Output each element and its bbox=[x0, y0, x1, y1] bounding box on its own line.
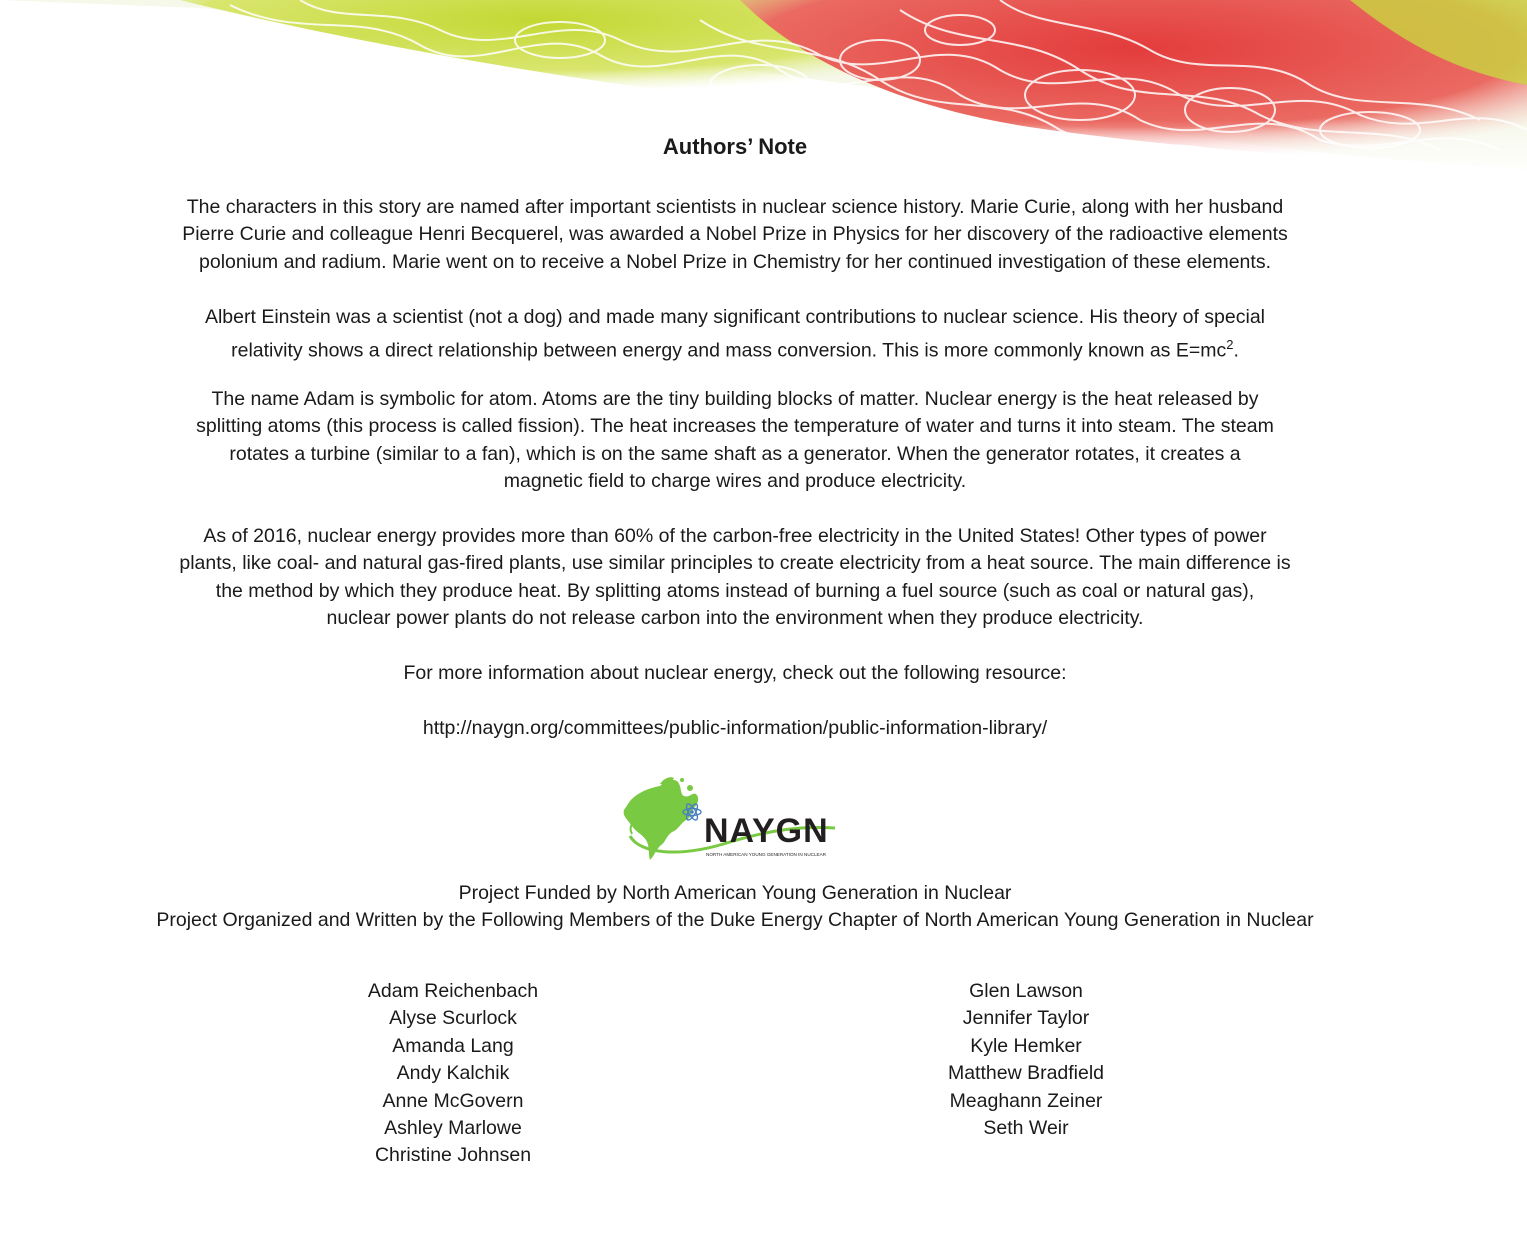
member-name: Kyle Hemker bbox=[970, 1034, 1082, 1057]
member-name: Ashley Marlowe bbox=[384, 1117, 522, 1140]
member-name: Matthew Bradfield bbox=[947, 1062, 1105, 1085]
text-line: rotates a turbine (similar to a fan), which is on the same shaft as a generator. When the generator rotates, it creates a bbox=[229, 442, 1241, 465]
paragraph-fission bbox=[110, 386, 1360, 496]
naygn-logo bbox=[620, 776, 845, 868]
text-line-with-formula bbox=[110, 331, 1360, 365]
text-line: plants, like coal- and natural gas-fired plants, use similar principles to create electricity from a heat source. The main difference is bbox=[179, 552, 1291, 575]
member-name: Alyse Scurlock bbox=[389, 1007, 517, 1030]
text-line: For more information about nuclear energy, check out the following resource: bbox=[403, 662, 1067, 684]
text-line: the method by which they produce heat. By splitting atoms instead of burning a fuel source (such as coal or natural gas), bbox=[215, 579, 1255, 602]
text-line: splitting atoms (this process is called fission). The heat increases the temperature of water and turns it into steam. The steam bbox=[196, 415, 1274, 438]
text-line: nuclear power plants do not release carbon into the environment when they produce electricity. bbox=[326, 607, 1144, 630]
paragraph-curie bbox=[110, 194, 1360, 276]
member-name: Amanda Lang bbox=[392, 1034, 514, 1057]
text-line: As of 2016, nuclear energy provides more than 60% of the carbon-free electricity in the United States! Other types of power bbox=[203, 525, 1267, 547]
member-name: Adam Reichenbach bbox=[367, 980, 539, 1002]
member-name: Seth Weir bbox=[983, 1117, 1069, 1140]
text-line: magnetic field to charge wires and produce electricity. bbox=[503, 470, 967, 493]
logo-tagline: NORTH AMERICAN YOUNG GENERATION IN NUCLEAR bbox=[706, 852, 826, 857]
text-line: Albert Einstein was a scientist (not a dog) and made many significant contributions to nuclear science. His theory of special bbox=[204, 306, 1266, 328]
page-title: Authors’ Note bbox=[662, 134, 808, 159]
formula-superscript: 2 bbox=[1226, 337, 1234, 353]
resource-link[interactable]: http://naygn.org/committees/public-information/public-information-library/ bbox=[422, 717, 1048, 739]
member-name: Anne McGovern bbox=[382, 1089, 524, 1112]
text-line: polonium and radium. Marie went on to receive a Nobel Prize in Chemistry for her continued investigation of these elements. bbox=[199, 250, 1271, 273]
member-name: Jennifer Taylor bbox=[962, 1007, 1090, 1030]
text-line: relativity shows a direct relationship between energy and mass conversion. This is more commonly known as E=mc bbox=[231, 339, 1227, 362]
text-line: The name Adam is symbolic for atom. Atoms are the tiny building blocks of matter. Nuclear energy is the heat released by bbox=[211, 388, 1259, 410]
paragraph-more-info bbox=[110, 660, 1360, 687]
text-line: Pierre Curie and colleague Henri Becquerel, was awarded a Nobel Prize in Physics for her discovery of the radioactive elements bbox=[182, 223, 1288, 246]
formula-period: . bbox=[1233, 339, 1239, 362]
resource-url[interactable] bbox=[110, 715, 1360, 742]
logo-wordmark: NAYGN bbox=[704, 812, 829, 850]
names-right-column bbox=[926, 978, 1126, 1142]
member-name: Christine Johnsen bbox=[374, 1144, 532, 1167]
names-left-column bbox=[353, 978, 553, 1170]
paragraph-einstein bbox=[110, 304, 1360, 365]
member-name: Andy Kalchik bbox=[396, 1062, 510, 1085]
member-name: Meaghann Zeiner bbox=[949, 1089, 1103, 1112]
paragraph-carbon-free bbox=[110, 523, 1360, 633]
organized-credit: Project Organized and Written by the Following Members of the Duke Energy Chapter of North American Young Generation in Nuclear bbox=[156, 909, 1314, 931]
funding-credit: Project Funded by North American Young Generation in Nuclear bbox=[458, 882, 1012, 904]
member-name: Glen Lawson bbox=[969, 980, 1083, 1002]
text-line: The characters in this story are named after important scientists in nuclear science history. Marie Curie, along with her husband bbox=[186, 196, 1284, 218]
